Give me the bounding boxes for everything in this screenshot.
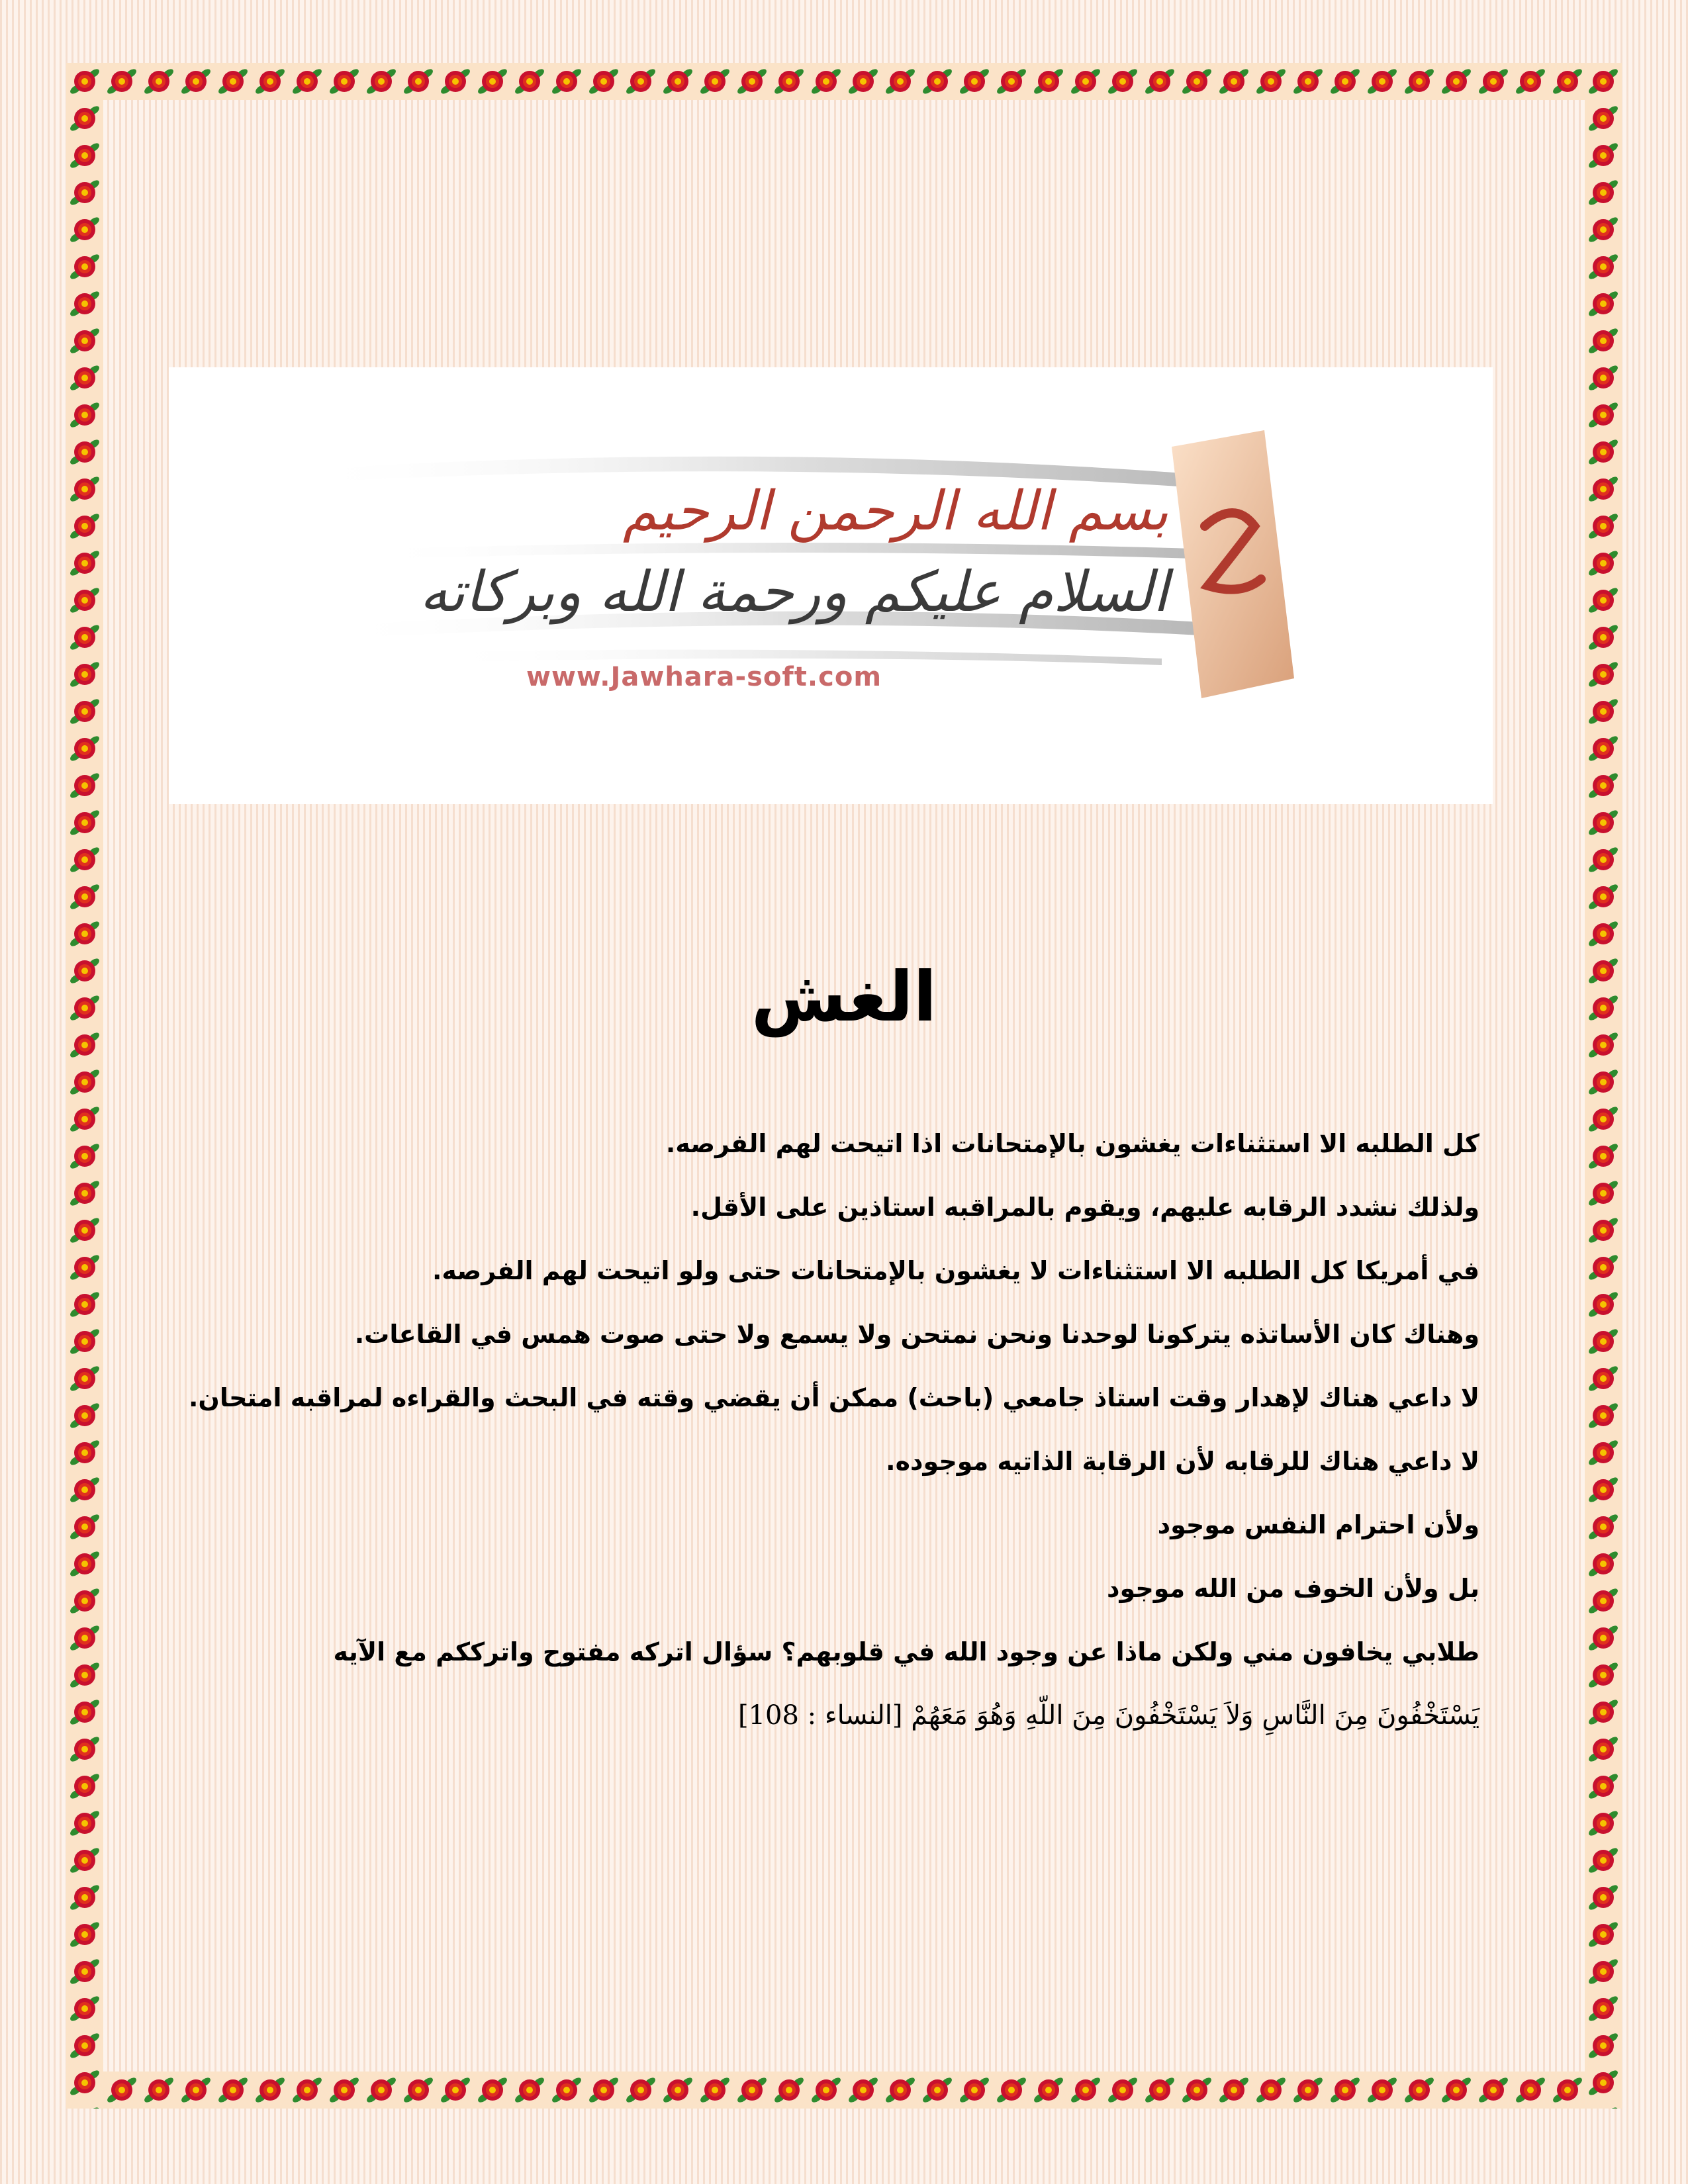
paragraph: ولذلك نشدد الرقابه عليهم، ويقوم بالمراقبه استاذين على الأقل. xyxy=(690,1193,1479,1222)
border-top xyxy=(66,63,1622,100)
scroll-icon xyxy=(1172,430,1294,698)
quran-verse: يَسْتَخْفُونَ مِنَ النَّاسِ وَلاَ يَسْتَخْفُونَ مِنَ اللّهِ وَهُوَ مَعَهُمْ [النساء : 108] xyxy=(737,1700,1479,1731)
banner-url: www.Jawhara-soft.com xyxy=(526,662,882,692)
paragraph: وهناك كان الأساتذه يتركونا لوحدنا ونحن نمتحن ولا يسمع ولا حتى صوت همس في القاعات. xyxy=(354,1320,1479,1349)
paragraph: لا داعي هناك للرقابه لأن الرقابة الذاتيه موجوده. xyxy=(886,1447,1479,1476)
paragraph: في أمريكا كل الطلبه الا استثناءات لا يغشون بالإمتحانات حتى ولو اتيحت لهم الفرصه. xyxy=(432,1256,1479,1285)
border-bottom xyxy=(66,2071,1622,2109)
flower-border-right-icon xyxy=(1585,63,1622,2109)
flower-border-top-icon xyxy=(66,63,1622,100)
greeting-banner xyxy=(169,367,1493,804)
banner-salam: السلام عليكم ورحمة الله وبركاته xyxy=(419,559,1168,624)
paragraph: لا داعي هناك لإهدار وقت استاذ جامعي (باحث) ممكن أن يقضي وقته في البحث والقراءه لمراقبه امتحان. xyxy=(188,1383,1479,1412)
flower-border-left-icon xyxy=(66,63,103,2109)
page-title: الغش xyxy=(751,956,937,1037)
banner-basmala: بسم الله الرحمن الرحيم xyxy=(622,480,1168,543)
paragraph: ولأن احترام النفس موجود xyxy=(1157,1510,1479,1539)
paragraph: كل الطلبه الا استثناءات يغشون بالإمتحانات اذا اتيحت لهم الفرصه. xyxy=(665,1129,1479,1158)
paragraph: بل ولأن الخوف من الله موجود xyxy=(1107,1574,1479,1603)
border-left xyxy=(66,63,103,2109)
article-body xyxy=(188,1112,1479,1747)
flower-border-bottom-icon xyxy=(66,2071,1622,2109)
paragraph: طلابي يخافون مني ولكن ماذا عن وجود الله في قلوبهم؟ سؤال اتركه مفتوح واترككم مع الآيه xyxy=(333,1637,1479,1666)
border-right xyxy=(1585,63,1622,2109)
